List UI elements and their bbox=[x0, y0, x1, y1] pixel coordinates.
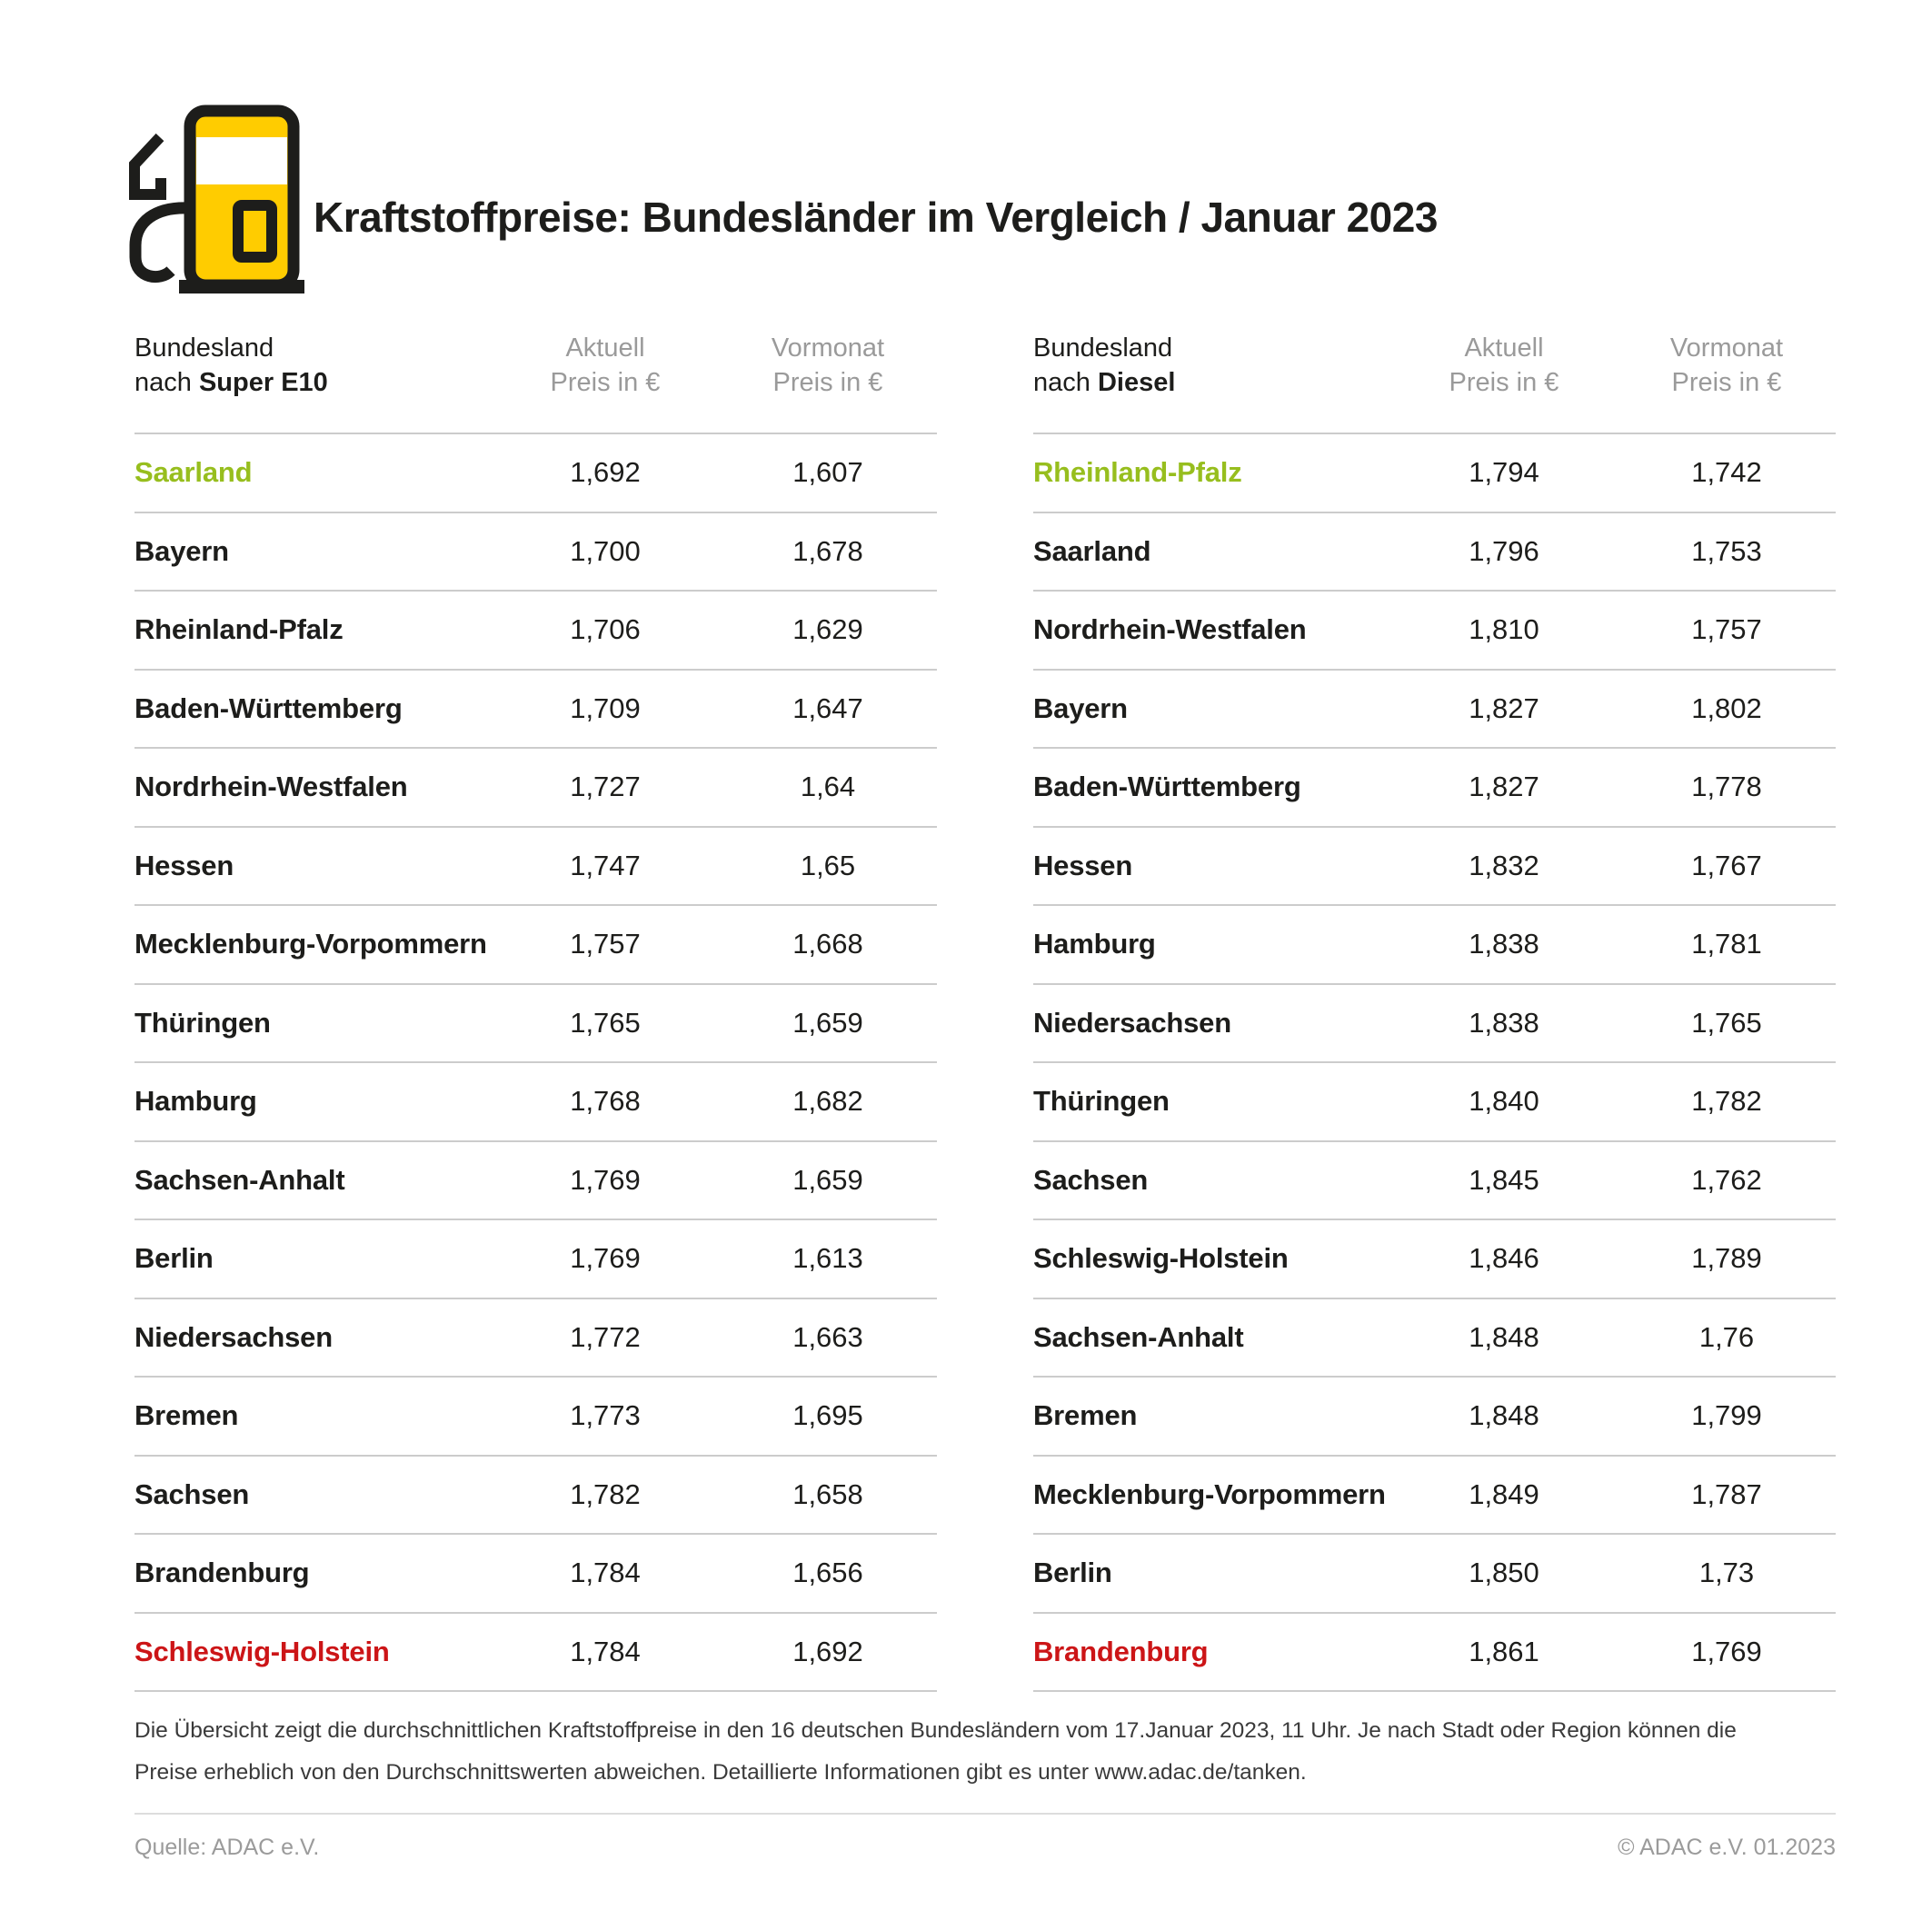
state-name-cell: Sachsen-Anhalt bbox=[1033, 1320, 1244, 1353]
vormonat-value-cell: 1,778 bbox=[1691, 771, 1762, 803]
state-name-cell: Berlin bbox=[134, 1242, 214, 1275]
state-name-cell: Berlin bbox=[1033, 1557, 1112, 1589]
state-name-cell: Bremen bbox=[134, 1399, 239, 1432]
column-header-bundesland: Bundesland nach Diesel bbox=[1033, 333, 1176, 397]
aktuell-value-cell: 1,747 bbox=[570, 849, 641, 881]
vormonat-value-cell: 1,668 bbox=[792, 928, 863, 960]
state-name-cell: Saarland bbox=[134, 456, 253, 489]
table-row bbox=[1033, 1535, 1836, 1614]
vormonat-value-cell: 1,678 bbox=[792, 534, 863, 567]
column-header-vormonat: Vormonat Preis in € bbox=[771, 333, 885, 397]
table-row bbox=[1033, 592, 1836, 671]
table-row bbox=[1033, 1299, 1836, 1378]
vormonat-value-cell: 1,663 bbox=[792, 1320, 863, 1353]
state-name-cell: Hamburg bbox=[1033, 928, 1156, 960]
state-name-cell: Thüringen bbox=[134, 1006, 271, 1039]
super-e10-table bbox=[134, 327, 937, 1692]
table-rows bbox=[1033, 434, 1836, 1692]
diesel-table bbox=[1033, 327, 1836, 1692]
vormonat-value-cell: 1,64 bbox=[800, 771, 856, 803]
fuel-type-label: Diesel bbox=[1097, 368, 1176, 397]
state-name-cell: Baden-Württemberg bbox=[134, 691, 403, 724]
vormonat-value-cell: 1,753 bbox=[1691, 534, 1762, 567]
table-row bbox=[1033, 985, 1836, 1064]
footnote-line: Preise erheblich von den Durchschnittswerten abweichen. Detaillierte Informationen gibt es unter www.adac.de/tanken. bbox=[134, 1760, 1307, 1785]
fuel-type-label: Super E10 bbox=[198, 368, 328, 397]
table-row bbox=[134, 828, 937, 907]
vormonat-value-cell: 1,647 bbox=[792, 691, 863, 724]
vormonat-value-cell: 1,692 bbox=[792, 1635, 863, 1667]
state-name-cell: Rheinland-Pfalz bbox=[134, 613, 344, 646]
table-row bbox=[134, 1142, 937, 1221]
vormonat-value-cell: 1,73 bbox=[1698, 1557, 1755, 1589]
aktuell-value-cell: 1,768 bbox=[570, 1085, 641, 1118]
vormonat-value-cell: 1,656 bbox=[792, 1557, 863, 1589]
column-header-vormonat: Vormonat Preis in € bbox=[1669, 333, 1784, 397]
vormonat-value-cell: 1,767 bbox=[1691, 849, 1762, 881]
table-row bbox=[134, 1457, 937, 1536]
table-row bbox=[1033, 513, 1836, 592]
table-row bbox=[134, 592, 937, 671]
state-name-cell: Niedersachsen bbox=[134, 1320, 333, 1353]
table-row bbox=[1033, 828, 1836, 907]
aktuell-value-cell: 1,846 bbox=[1469, 1242, 1539, 1275]
vormonat-value-cell: 1,682 bbox=[792, 1085, 863, 1118]
aktuell-value-cell: 1,784 bbox=[570, 1557, 641, 1589]
aktuell-value-cell: 1,700 bbox=[570, 534, 641, 567]
table-row bbox=[1033, 1614, 1836, 1693]
table-row bbox=[1033, 1063, 1836, 1142]
aktuell-value-cell: 1,769 bbox=[570, 1163, 641, 1196]
table-row bbox=[1033, 671, 1836, 750]
aktuell-value-cell: 1,727 bbox=[570, 771, 641, 803]
table-row bbox=[134, 1378, 937, 1457]
vormonat-value-cell: 1,789 bbox=[1691, 1242, 1762, 1275]
table-row bbox=[1033, 1220, 1836, 1299]
table-row bbox=[134, 513, 937, 592]
aktuell-value-cell: 1,850 bbox=[1469, 1557, 1539, 1589]
table-row bbox=[1033, 1142, 1836, 1221]
aktuell-value-cell: 1,832 bbox=[1469, 849, 1539, 881]
vormonat-value-cell: 1,658 bbox=[792, 1477, 863, 1510]
table-row bbox=[1033, 906, 1836, 985]
aktuell-value-cell: 1,692 bbox=[570, 456, 641, 489]
aktuell-value-cell: 1,794 bbox=[1469, 456, 1539, 489]
fuel-pump-icon bbox=[91, 73, 309, 300]
table-row bbox=[134, 1614, 937, 1693]
state-name-cell: Sachsen bbox=[1033, 1163, 1149, 1196]
footer bbox=[134, 1813, 1836, 1861]
aktuell-value-cell: 1,757 bbox=[570, 928, 641, 960]
state-name-cell: Niedersachsen bbox=[1033, 1006, 1231, 1039]
vormonat-value-cell: 1,607 bbox=[792, 456, 863, 489]
vormonat-value-cell: 1,65 bbox=[800, 849, 856, 881]
state-name-cell: Nordrhein-Westfalen bbox=[1033, 613, 1307, 646]
vormonat-value-cell: 1,802 bbox=[1691, 691, 1762, 724]
state-name-cell: Hessen bbox=[134, 849, 234, 881]
aktuell-value-cell: 1,772 bbox=[570, 1320, 641, 1353]
table-rows bbox=[134, 434, 937, 1692]
state-name-cell: Thüringen bbox=[1033, 1085, 1170, 1118]
aktuell-value-cell: 1,861 bbox=[1469, 1635, 1539, 1667]
table-row bbox=[134, 906, 937, 985]
column-header-bundesland: Bundesland nach Super E10 bbox=[134, 333, 328, 397]
column-header-aktuell: Aktuell Preis in € bbox=[1449, 333, 1559, 397]
table-row bbox=[134, 434, 937, 513]
aktuell-value-cell: 1,848 bbox=[1469, 1320, 1539, 1353]
vormonat-value-cell: 1,76 bbox=[1698, 1320, 1755, 1353]
state-name-cell: Schleswig-Holstein bbox=[1033, 1242, 1289, 1275]
vormonat-value-cell: 1,742 bbox=[1691, 456, 1762, 489]
aktuell-value-cell: 1,769 bbox=[570, 1242, 641, 1275]
vormonat-value-cell: 1,695 bbox=[792, 1399, 863, 1432]
state-name-cell: Rheinland-Pfalz bbox=[1033, 456, 1242, 489]
aktuell-value-cell: 1,796 bbox=[1469, 534, 1539, 567]
table-row bbox=[134, 1299, 937, 1378]
state-name-cell: Hessen bbox=[1033, 849, 1133, 881]
aktuell-value-cell: 1,782 bbox=[570, 1477, 641, 1510]
vormonat-value-cell: 1,799 bbox=[1691, 1399, 1762, 1432]
state-name-cell: Sachsen-Anhalt bbox=[134, 1163, 345, 1196]
table-row bbox=[1033, 434, 1836, 513]
table-row bbox=[134, 1220, 937, 1299]
state-name-cell: Mecklenburg-Vorpommern bbox=[134, 928, 487, 960]
source-label: Quelle: ADAC e.V. bbox=[134, 1835, 320, 1860]
table-row bbox=[134, 985, 937, 1064]
state-name-cell: Nordrhein-Westfalen bbox=[134, 771, 408, 803]
aktuell-value-cell: 1,810 bbox=[1469, 613, 1539, 646]
vormonat-value-cell: 1,757 bbox=[1691, 613, 1762, 646]
vormonat-value-cell: 1,781 bbox=[1691, 928, 1762, 960]
table-header bbox=[134, 327, 937, 434]
aktuell-value-cell: 1,709 bbox=[570, 691, 641, 724]
vormonat-value-cell: 1,787 bbox=[1691, 1477, 1762, 1510]
vormonat-value-cell: 1,765 bbox=[1691, 1006, 1762, 1039]
vormonat-value-cell: 1,769 bbox=[1691, 1635, 1762, 1667]
aktuell-value-cell: 1,848 bbox=[1469, 1399, 1539, 1432]
table-row bbox=[134, 1535, 937, 1614]
table-row bbox=[1033, 749, 1836, 828]
column-header-aktuell: Aktuell Preis in € bbox=[550, 333, 661, 397]
state-name-cell: Brandenburg bbox=[134, 1557, 310, 1589]
tables-container bbox=[134, 327, 1836, 1692]
vormonat-value-cell: 1,762 bbox=[1691, 1163, 1762, 1196]
aktuell-value-cell: 1,765 bbox=[570, 1006, 641, 1039]
state-name-cell: Brandenburg bbox=[1033, 1635, 1209, 1667]
vormonat-value-cell: 1,659 bbox=[792, 1006, 863, 1039]
state-name-cell: Baden-Württemberg bbox=[1033, 771, 1301, 803]
table-row bbox=[134, 1063, 937, 1142]
vormonat-value-cell: 1,782 bbox=[1691, 1085, 1762, 1118]
state-name-cell: Hamburg bbox=[134, 1085, 257, 1118]
aktuell-value-cell: 1,784 bbox=[570, 1635, 641, 1667]
aktuell-value-cell: 1,849 bbox=[1469, 1477, 1539, 1510]
vormonat-value-cell: 1,659 bbox=[792, 1163, 863, 1196]
copyright-label: © ADAC e.V. 01.2023 bbox=[1618, 1835, 1836, 1860]
table-row bbox=[1033, 1457, 1836, 1536]
table-row bbox=[134, 671, 937, 750]
state-name-cell: Bremen bbox=[1033, 1399, 1138, 1432]
footnote-line: Die Übersicht zeigt die durchschnittlichen Kraftstoffpreise in den 16 deutschen Bundesländern vom 17.Januar 2023, 11 Uhr. Je nach Stadt oder Region können die bbox=[134, 1718, 1737, 1743]
state-name-cell: Sachsen bbox=[134, 1477, 250, 1510]
aktuell-value-cell: 1,773 bbox=[570, 1399, 641, 1432]
state-name-cell: Schleswig-Holstein bbox=[134, 1635, 390, 1667]
state-name-cell: Saarland bbox=[1033, 534, 1151, 567]
vormonat-value-cell: 1,613 bbox=[792, 1242, 863, 1275]
state-name-cell: Mecklenburg-Vorpommern bbox=[1033, 1477, 1386, 1510]
state-name-cell: Bayern bbox=[1033, 691, 1128, 724]
aktuell-value-cell: 1,840 bbox=[1469, 1085, 1539, 1118]
vormonat-value-cell: 1,629 bbox=[792, 613, 863, 646]
footnote bbox=[134, 1710, 1770, 1794]
aktuell-value-cell: 1,827 bbox=[1469, 691, 1539, 724]
table-header bbox=[1033, 327, 1836, 434]
aktuell-value-cell: 1,706 bbox=[570, 613, 641, 646]
table-row bbox=[134, 749, 937, 828]
page-title: Kraftstoffpreise: Bundesländer im Vergleich / Januar 2023 bbox=[314, 194, 1438, 241]
aktuell-value-cell: 1,838 bbox=[1469, 928, 1539, 960]
aktuell-value-cell: 1,827 bbox=[1469, 771, 1539, 803]
table-row bbox=[1033, 1378, 1836, 1457]
aktuell-value-cell: 1,845 bbox=[1469, 1163, 1539, 1196]
state-name-cell: Bayern bbox=[134, 534, 229, 567]
aktuell-value-cell: 1,838 bbox=[1469, 1006, 1539, 1039]
